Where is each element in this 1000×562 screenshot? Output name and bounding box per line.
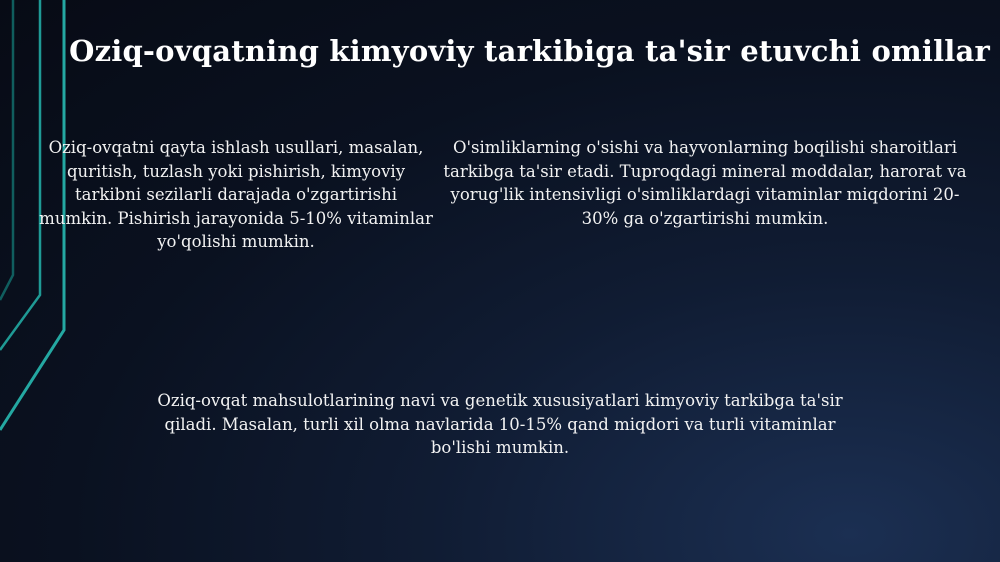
paragraph-processing-methods: Oziq-ovqatni qayta ishlash usullari, masalan, quritish, tuzlash yoki pishirish, kimyoviy tarkibni sezilarli darajada o'zgartirishi mumkin. Pishirish jarayonida 5-10% vitaminlar yo'qolishi mumkin.	[39, 138, 433, 251]
paragraph-growing-conditions: O'simliklarning o'sishi va hayvonlarning boqilishi sharoitlari tarkibga ta'sir etadi. Tuproqdagi mineral moddalar, harorat va yorug'lik intensivligi o'simliklardagi vitaminlar miqdorini 20-30% ga o'zgartirishi mumkin.	[443, 138, 967, 228]
slide-title: Oziq-ovqatning kimyoviy tarkibiga ta'sir etuvchi omillar	[69, 34, 990, 68]
decorative-teal-lines	[0, 0, 80, 562]
paragraph-varieties-genetics: Oziq-ovqat mahsulotlarining navi va genetik xususiyatlari kimyoviy tarkibga ta'sir qiladi. Masalan, turli xil olma navlarida 10-15% qand miqdori va turli vitaminlar bo'lishi mumkin.	[157, 391, 843, 457]
